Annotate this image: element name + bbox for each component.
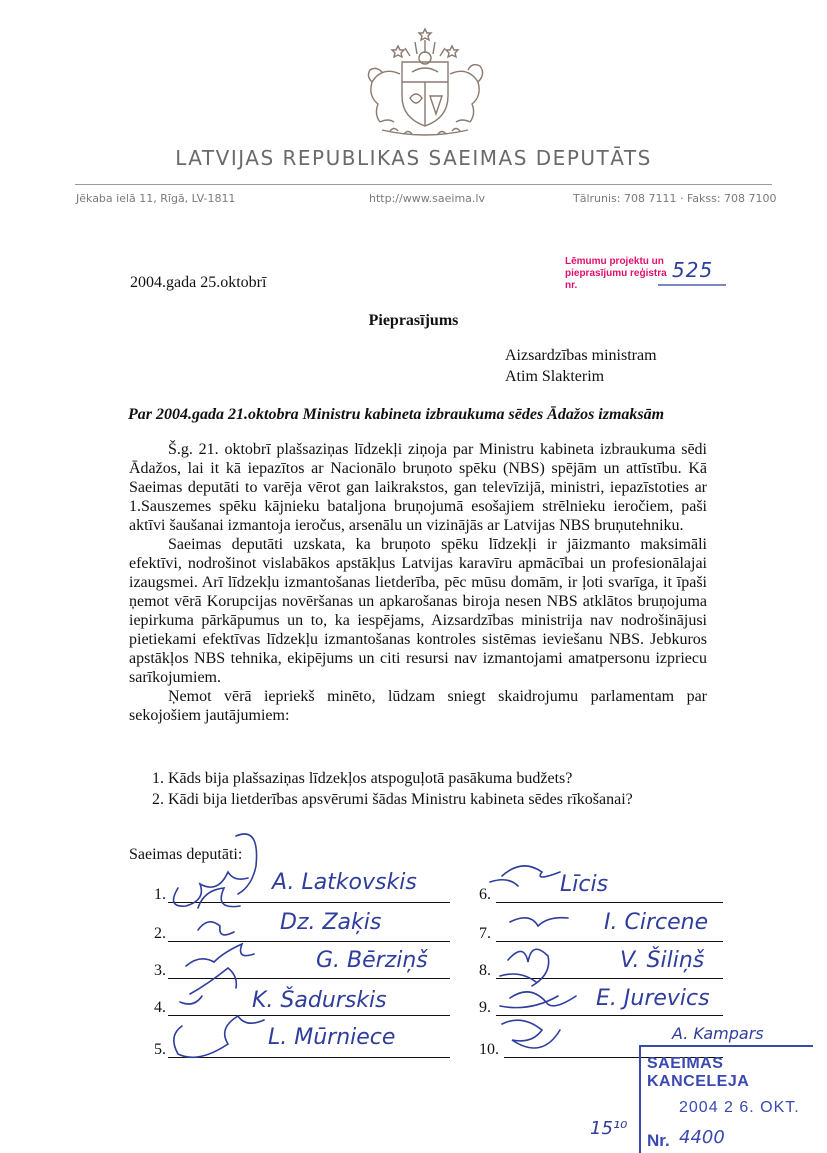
handwritten-time: 15¹⁰	[590, 1118, 628, 1139]
body-paragraph-1: Š.g. 21. oktobrī plašsaziņas līdzekļi ziņoja par Ministru kabineta izbraukuma sēdi Ādažos, lai it kā iepazītos ar Nacionālo bruņoto spēku (NBS) spējām un attīstību. Kā Saeimas deputāti to varēja vērot gan laikrakstos, gan televīzijā, ministri, iepazīstoties ar 1.Sauszemes spēku kājnieku bataljona bruņojumā esošajiem strēlnieku ieročiem, paši aktīvi šaušanai izmantoja ieročus, arsenālu un vizinājās ar Latvijas NBS bruņutehniku.	[129, 441, 707, 534]
handwritten-signature: L. Mūrniece	[268, 1025, 396, 1050]
handwritten-signature: Līcis	[560, 872, 609, 897]
signature-number: 9.	[479, 999, 491, 1016]
stamp-title: SAEIMAS KANCELEJA	[647, 1055, 750, 1090]
letter-body	[129, 440, 707, 725]
signature-number: 2.	[154, 925, 166, 942]
document-title: Pieprasījums	[368, 312, 459, 329]
letterhead-website: http://www.saeima.lv	[369, 192, 485, 205]
signature-number: 5.	[154, 1041, 166, 1058]
body-paragraph-2: Saeimas deputāti uzskata, ka bruņoto spēku līdzekļi ir jāizmanto maksimāli efektīvi, nodrošinot vislabākos apstākļus Latvijas karavīru apmācībai un profesionālajai izaugsmei. Arī līdzekļu izmantošanas lietderība, pēc mūsu domām, ir ļoti svarīga, it īpaši ņemot vērā Korupcijas novēršanas un apkarošanas biroja nesen NBS atklātos bruņojuma iepirkuma pārkāpumus un to, ka iespējams, Aizsardzības ministrija nav nodrošinājusi pietiekami efektīvas līdzekļu izmantošanas kontroles sistēmas ieviešanu NBS. Jebkuros apstākļos NBS tehnika, ekipējums un citi resursi nav izmantojami amatpersonu izpriecu sarīkojumiem.	[129, 536, 707, 686]
signature-number: 8.	[479, 962, 491, 979]
letterhead-phone-fax: Tālrunis: 708 7111 · Fakss: 708 7100	[573, 192, 777, 205]
letterhead-divider	[75, 184, 772, 185]
handwritten-signature: A. Latkovskis	[272, 870, 417, 895]
registry-underline	[658, 282, 728, 288]
handwritten-signature: G. Bērziņš	[316, 948, 428, 973]
signature-number: 10.	[479, 1041, 499, 1058]
coat-of-arms-emblem	[360, 26, 490, 138]
signature-number: 6.	[479, 886, 491, 903]
letter-date: 2004.gada 25.oktobrī	[130, 274, 267, 291]
handwritten-signature: A. Kampars	[672, 1024, 764, 1043]
letter-subject: Par 2004.gada 21.oktobra Ministru kabineta izbraukuma sēdes Ādažos izmaksām	[128, 406, 665, 423]
question-2: 2. Kādi bija lietderības apsvērumi šādas Ministru kabineta sēdes rīkošanai?	[152, 791, 633, 808]
stamp-number-value: 4400	[679, 1127, 725, 1148]
question-1: 1. Kāds bija plašsaziņas līdzekļos atspoguļotā pasākuma budžets?	[152, 770, 573, 787]
signature-number: 4.	[154, 999, 166, 1016]
registry-number: 525	[672, 258, 714, 282]
registry-stamp-label: Lēmumu projektu un pieprasījumu reģistra nr.	[565, 256, 667, 291]
handwritten-signature: I. Circene	[604, 910, 709, 935]
handwritten-signature: Dz. Zaķis	[280, 910, 382, 935]
organization-title: LATVIJAS REPUBLIKAS SAEIMAS DEPUTĀTS	[175, 146, 652, 170]
signature-number: 3.	[154, 962, 166, 979]
stamp-number-label: Nr.	[647, 1131, 670, 1150]
addressee-line-1: Aizsardzības ministram	[505, 347, 657, 364]
handwritten-signature: E. Jurevics	[596, 986, 710, 1011]
signature-number: 1.	[154, 886, 166, 903]
body-paragraph-3: Ņemot vērā iepriekš minēto, lūdzam sniegt skaidrojumu parlamentam par sekojošiem jautājumiem:	[129, 688, 707, 724]
addressee-line-2: Atim Slakterim	[505, 368, 605, 385]
handwritten-signature: K. Šadurskis	[252, 988, 387, 1013]
stamp-date: 2004 2 6. OKT.	[679, 1099, 800, 1116]
handwritten-signature: V. Šiliņš	[620, 948, 705, 973]
signature-number: 7.	[479, 925, 491, 942]
signatures-label: Saeimas deputāti:	[129, 846, 243, 863]
sun-rays-icon	[405, 40, 445, 64]
letterhead-address: Jēkaba ielā 11, Rīgā, LV-1811	[76, 192, 236, 205]
office-received-stamp	[639, 1045, 813, 1153]
